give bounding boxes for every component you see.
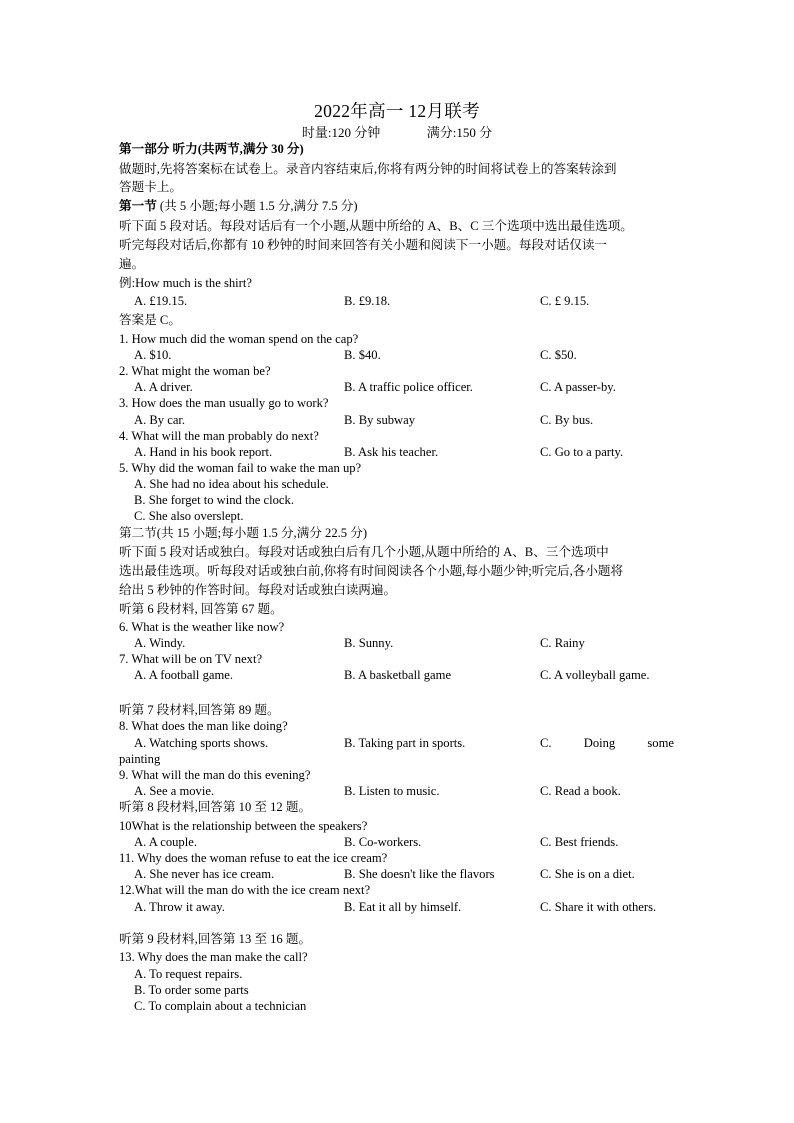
exam-meta bbox=[0, 122, 794, 141]
q7-option-a: A. A football game. bbox=[134, 668, 233, 682]
q12-option-c: C. Share it with others. bbox=[540, 900, 657, 914]
question-13: 13. Why does the man make the call? bbox=[119, 950, 308, 964]
q5-option-c: C. She also overslept. bbox=[134, 509, 244, 523]
question-12: 12.What will the man do with the ice cream next? bbox=[119, 883, 371, 897]
example-option-b: B. £9.18. bbox=[344, 294, 391, 308]
question-5: 5. Why did the woman fail to wake the man up? bbox=[119, 461, 362, 475]
section1-line1: 听下面 5 段对话。每段对话后有一个小题,从题中所给的 A、B、C 三个选项中选出最佳选项。 bbox=[119, 219, 633, 233]
question-9: 9. What will the man do this evening? bbox=[119, 768, 311, 782]
q6-option-c: C. Rainy bbox=[540, 636, 585, 650]
q8-option-c-continued: painting bbox=[119, 752, 161, 766]
question-2: 2. What might the woman be? bbox=[119, 364, 271, 378]
question-8: 8. What does the man like doing? bbox=[119, 719, 288, 733]
q11-option-c: C. She is on a diet. bbox=[540, 867, 635, 881]
example-answer: 答案是 C。 bbox=[119, 313, 181, 327]
question-7: 7. What will be on TV next? bbox=[119, 652, 263, 666]
material-9-label: 听第 9 段材料,回答第 13 至 16 题。 bbox=[119, 932, 312, 946]
section1-heading-label: 第一节 bbox=[119, 199, 157, 213]
q9-option-c: C. Read a book. bbox=[540, 784, 621, 798]
section2-heading: 第二节(共 15 小题;每小题 1.5 分,满分 22.5 分) bbox=[119, 526, 368, 540]
q8-option-c-word2: some bbox=[647, 736, 674, 750]
section2-line3: 给出 5 秒钟的作答时间。每段对话或独白读两遍。 bbox=[119, 583, 397, 597]
q13-option-c: C. To complain about a technician bbox=[134, 999, 307, 1013]
question-10: 10What is the relationship between the speakers? bbox=[119, 819, 368, 833]
q13-option-b: B. To order some parts bbox=[134, 983, 249, 997]
q1-option-a: A. $10. bbox=[134, 348, 172, 362]
q3-option-a: A. By car. bbox=[134, 413, 186, 427]
q10-option-a: A. A couple. bbox=[134, 835, 197, 849]
q2-option-b: B. A traffic police officer. bbox=[344, 380, 473, 394]
q8-option-c-letter: C. bbox=[540, 736, 552, 750]
material-8-label: 听第 8 段材料,回答第 10 至 12 题。 bbox=[119, 800, 312, 814]
q2-option-a: A. A driver. bbox=[134, 380, 193, 394]
q8-option-c-word1: Doing bbox=[583, 736, 616, 750]
q4-option-a: A. Hand in his book report. bbox=[134, 445, 273, 459]
q7-option-b: B. A basketball game bbox=[344, 668, 452, 682]
section1-heading-rest: (共 5 小题;每小题 1.5 分,满分 7.5 分) bbox=[156, 199, 358, 213]
time-limit: 时量:120 分钟 bbox=[301, 125, 381, 140]
part1-intro-line1: 做题时,先将答案标在试卷上。录音内容结束后,你将有两分钟的时间将试卷上的答案转涂到 bbox=[119, 162, 617, 176]
q8-option-c bbox=[540, 735, 674, 751]
question-4: 4. What will the man probably do next? bbox=[119, 429, 319, 443]
section1-line2: 听完每段对话后,你都有 10 秒钟的时间来回答有关小题和阅读下一小题。每段对话仅读一 bbox=[119, 238, 608, 252]
q11-option-a: A. She never has ice cream. bbox=[134, 867, 275, 881]
question-6: 6. What is the weather like now? bbox=[119, 620, 285, 634]
q12-option-a: A. Throw it away. bbox=[134, 900, 225, 914]
part1-heading: 第一部分 听力(共两节,满分 30 分) bbox=[119, 142, 304, 156]
q8-option-a: A. Watching sports shows. bbox=[134, 736, 269, 750]
q4-option-b: B. Ask his teacher. bbox=[344, 445, 439, 459]
q8-option-b: B. Taking part in sports. bbox=[344, 736, 466, 750]
example-option-c: C. £ 9.15. bbox=[540, 294, 590, 308]
q9-option-a: A. See a movie. bbox=[134, 784, 215, 798]
q6-option-b: B. Sunny. bbox=[344, 636, 394, 650]
question-3: 3. How does the man usually go to work? bbox=[119, 396, 329, 410]
example-option-a: A. £19.15. bbox=[134, 294, 188, 308]
q1-option-b: B. $40. bbox=[344, 348, 381, 362]
example-question: 例:How much is the shirt? bbox=[119, 276, 252, 290]
section2-line2: 选出最佳选项。听每段对话或独白前,你将有时间阅读各个小题,每小题少钟;听完后,各小题将 bbox=[119, 564, 624, 578]
section1-heading bbox=[119, 198, 358, 214]
part1-intro-line2: 答题卡上。 bbox=[119, 180, 182, 194]
material-7-label: 听第 7 段材料,回答第 89 题。 bbox=[119, 703, 280, 717]
q10-option-b: B. Co-workers. bbox=[344, 835, 422, 849]
q13-option-a: A. To request repairs. bbox=[134, 967, 243, 981]
q12-option-b: B. Eat it all by himself. bbox=[344, 900, 462, 914]
material-6-label: 听第 6 段材料, 回答第 67 题。 bbox=[119, 602, 283, 616]
q7-option-c: C. A volleyball game. bbox=[540, 668, 650, 682]
q2-option-c: C. A passer-by. bbox=[540, 380, 616, 394]
section2-line1: 听下面 5 段对话或独白。每段对话或独白后有几个小题,从题中所给的 A、B、三个选项中 bbox=[119, 545, 609, 559]
q9-option-b: B. Listen to music. bbox=[344, 784, 440, 798]
q1-option-c: C. $50. bbox=[540, 348, 577, 362]
page-title: 2022年高一 12月联考 bbox=[314, 101, 480, 121]
q10-option-c: C. Best friends. bbox=[540, 835, 619, 849]
q3-option-c: C. By bus. bbox=[540, 413, 594, 427]
section1-line3: 遍。 bbox=[119, 257, 145, 271]
q6-option-a: A. Windy. bbox=[134, 636, 186, 650]
question-1: 1. How much did the woman spend on the cap? bbox=[119, 332, 359, 346]
full-score: 满分:150 分 bbox=[426, 125, 493, 140]
question-11: 11. Why does the woman refuse to eat the ice cream? bbox=[119, 851, 388, 865]
q3-option-b: B. By subway bbox=[344, 413, 416, 427]
q11-option-b: B. She doesn't like the flavors bbox=[344, 867, 495, 881]
q5-option-b: B. She forget to wind the clock. bbox=[134, 493, 294, 507]
q5-option-a: A. She had no idea about his schedule. bbox=[134, 477, 329, 491]
q4-option-c: C. Go to a party. bbox=[540, 445, 624, 459]
